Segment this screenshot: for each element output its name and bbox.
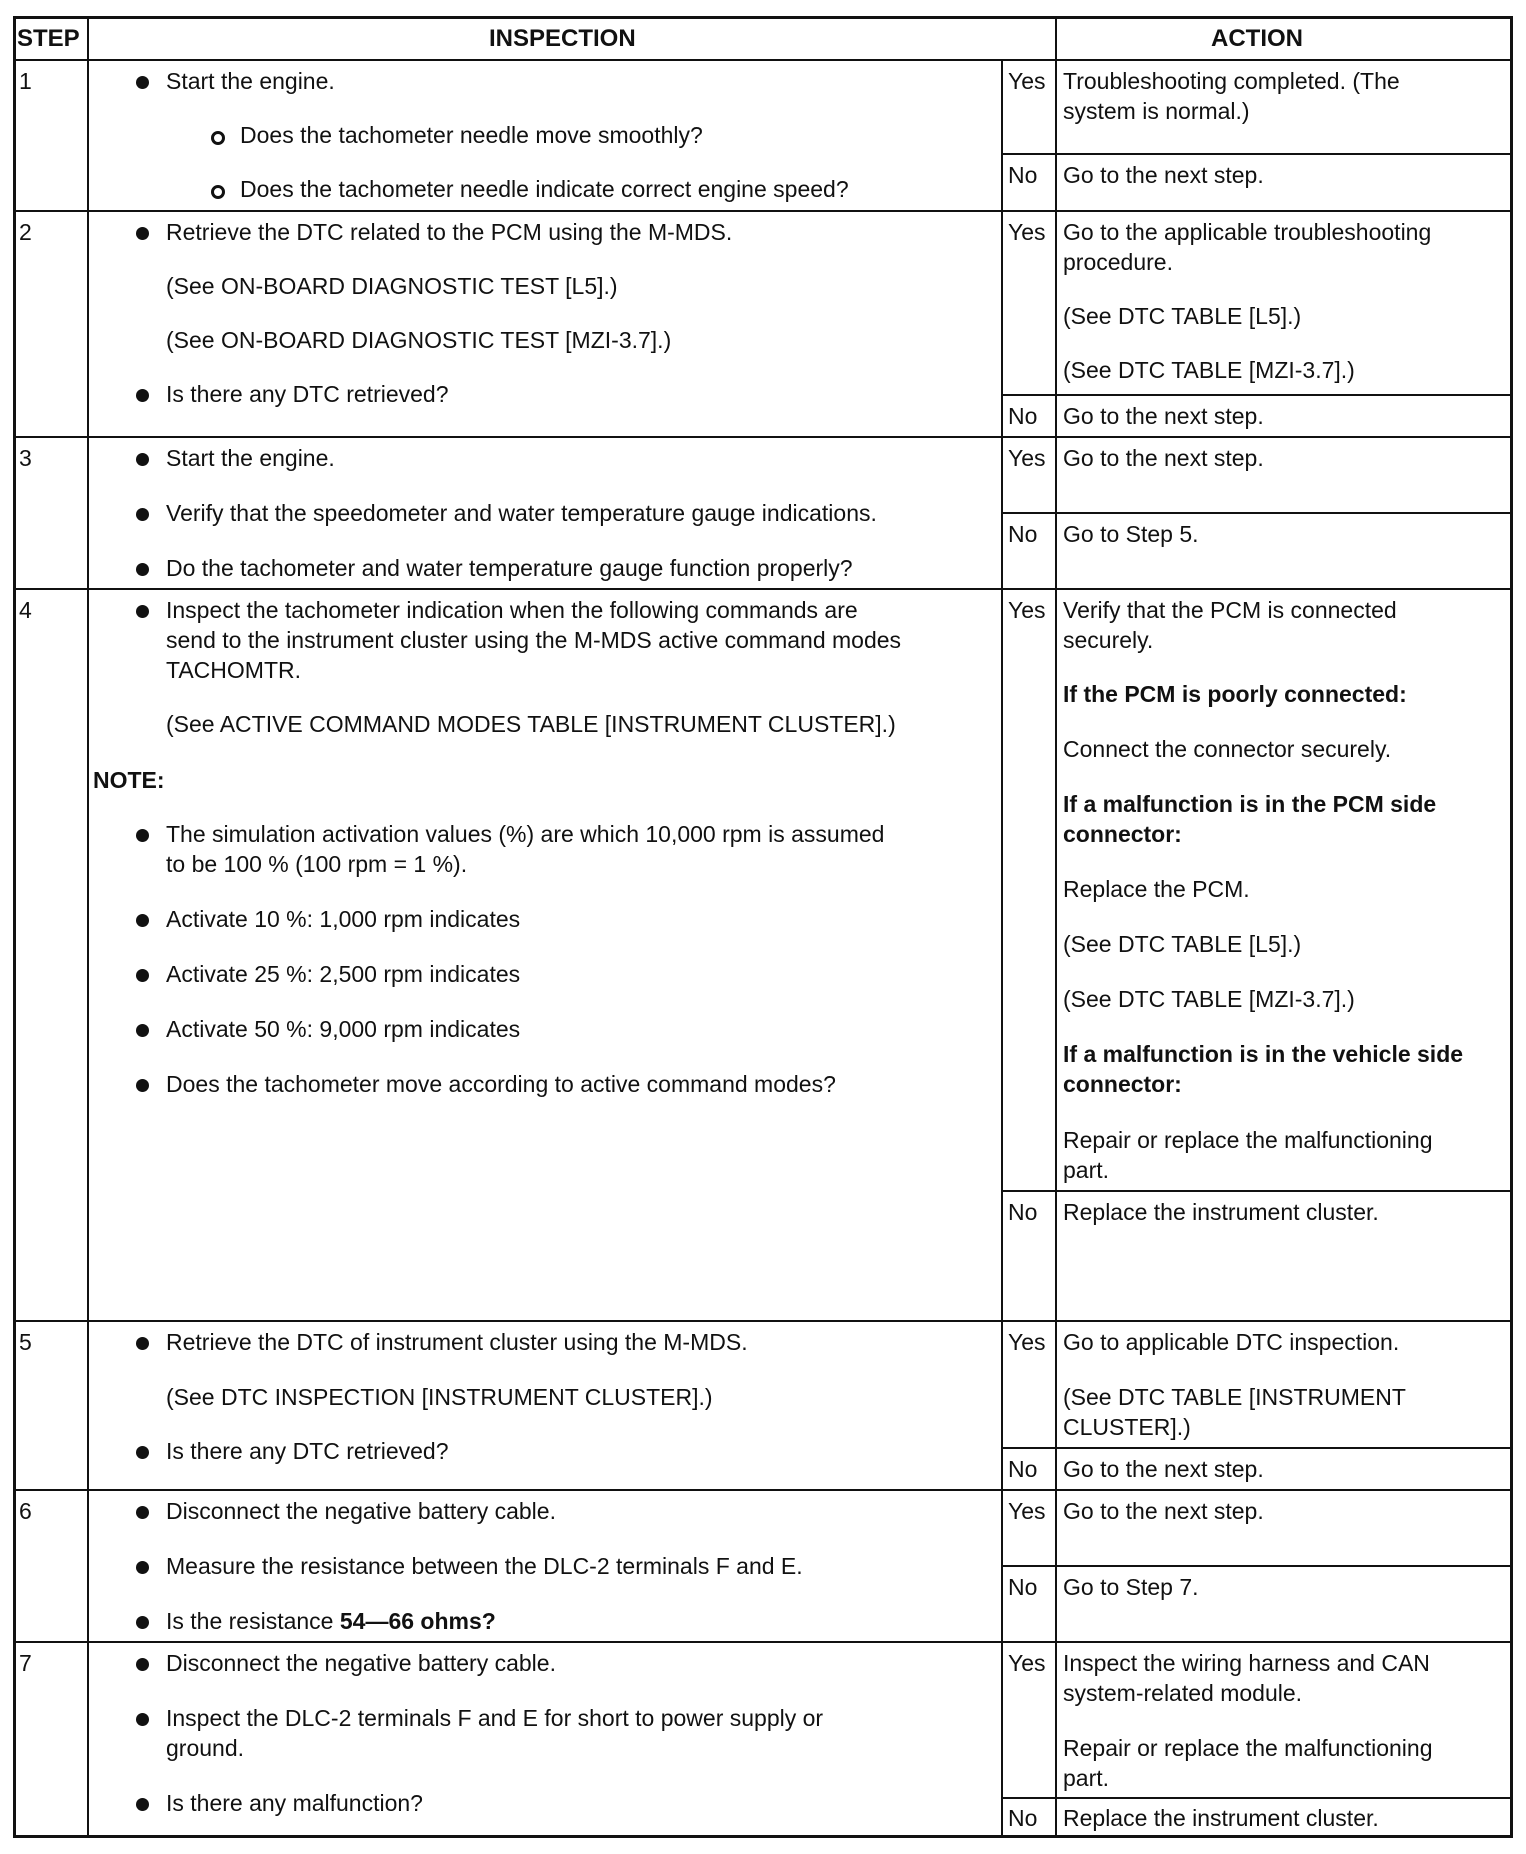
bullet-icon [136, 1561, 149, 1574]
inspection-text: Verify that the speedometer and water temperature gauge indications. [166, 500, 877, 526]
bullet-icon [136, 227, 149, 240]
inspection-text: Is there any malfunction? [166, 1790, 423, 1816]
grid-line [16, 59, 1510, 61]
inspection-text: Disconnect the negative battery cable. [166, 1498, 556, 1524]
grid-line [16, 1320, 1510, 1322]
inspection-text: Do the tachometer and water temperature gauge function properly? [166, 555, 853, 581]
action-text: part. [1063, 1765, 1110, 1791]
step-number: 5 [19, 1329, 32, 1355]
action-text: system is normal.) [1063, 98, 1250, 124]
action-text: Replace the instrument cluster. [1063, 1199, 1379, 1225]
bullet-icon [136, 1713, 149, 1726]
bullet-icon [136, 1506, 149, 1519]
step-number: 2 [19, 219, 32, 245]
action-text: procedure. [1063, 249, 1173, 275]
grid-line [1001, 512, 1510, 514]
bullet-icon [136, 1446, 149, 1459]
inspection-text: Retrieve the DTC of instrument cluster using the M-MDS. [166, 1329, 748, 1355]
yes-label: Yes [1008, 445, 1046, 471]
no-label: No [1008, 162, 1038, 188]
action-text: Inspect the wiring harness and CAN [1063, 1650, 1430, 1676]
action-text: If a malfunction is in the vehicle side [1063, 1041, 1464, 1067]
no-label: No [1008, 521, 1038, 547]
inspection-text: Measure the resistance between the DLC-2 terminals F and E. [166, 1553, 803, 1579]
inspection-text: (See ON-BOARD DIAGNOSTIC TEST [MZI-3.7].) [166, 327, 672, 353]
grid-line [16, 210, 1510, 212]
inspection-text: Activate 25 %: 2,500 rpm indicates [166, 961, 521, 987]
action-text: Go to the next step. [1063, 403, 1264, 429]
action-text: (See DTC TABLE [INSTRUMENT [1063, 1384, 1406, 1410]
grid-line [16, 1641, 1510, 1643]
inspection-text: (See DTC INSPECTION [INSTRUMENT CLUSTER].) [166, 1384, 713, 1410]
grid-line [16, 436, 1510, 438]
yes-label: Yes [1008, 219, 1046, 245]
bullet-icon [136, 1658, 149, 1671]
action-text: Go to the next step. [1063, 1498, 1264, 1524]
action-text: (See DTC TABLE [MZI-3.7].) [1063, 986, 1355, 1012]
grid-line [16, 588, 1510, 590]
inspection-text: Disconnect the negative battery cable. [166, 1650, 556, 1676]
inspection-text: Retrieve the DTC related to the PCM using the M-MDS. [166, 219, 733, 245]
action-text: (See DTC TABLE [L5].) [1063, 303, 1302, 329]
action-text: Go to Step 5. [1063, 521, 1199, 547]
no-label: No [1008, 1805, 1038, 1831]
bullet-icon [136, 1798, 149, 1811]
action-text: Repair or replace the malfunctioning [1063, 1127, 1433, 1153]
bullet-icon [136, 389, 149, 402]
inspection-text: ground. [166, 1735, 245, 1761]
inspection-text: (See ON-BOARD DIAGNOSTIC TEST [L5].) [166, 273, 618, 299]
inspection-text: send to the instrument cluster using the M-MDS active command modes [166, 627, 902, 653]
action-text: Replace the PCM. [1063, 876, 1250, 902]
action-text: Go to the next step. [1063, 445, 1264, 471]
action-text: Go to the applicable troubleshooting [1063, 219, 1432, 245]
question-text: Is the resistance [166, 1608, 340, 1634]
action-text: connector: [1063, 1071, 1182, 1097]
sub-bullet-icon [211, 131, 225, 145]
bullet-icon [136, 76, 149, 89]
bullet-icon [136, 914, 149, 927]
yes-label: Yes [1008, 1498, 1046, 1524]
action-text: Go to the next step. [1063, 1456, 1264, 1482]
action-text: Verify that the PCM is connected [1063, 597, 1397, 623]
note-label: NOTE: [93, 767, 165, 793]
bullet-icon [136, 969, 149, 982]
inspection-text: Inspect the DLC-2 terminals F and E for short to power supply or [166, 1705, 824, 1731]
header-inspection: INSPECTION [489, 25, 636, 52]
bullet-icon [136, 508, 149, 521]
action-text: connector: [1063, 821, 1182, 847]
action-text: (See DTC TABLE [MZI-3.7].) [1063, 357, 1355, 383]
bullet-icon [136, 1079, 149, 1092]
step-number: 6 [19, 1498, 32, 1524]
inspection-text: The simulation activation values (%) are which 10,000 rpm is assumed [166, 821, 885, 847]
action-text: CLUSTER].) [1063, 1414, 1191, 1440]
inspection-text: Inspect the tachometer indication when the following commands are [166, 597, 858, 623]
yes-label: Yes [1008, 68, 1046, 94]
no-label: No [1008, 1199, 1038, 1225]
action-text: Troubleshooting completed. (The [1063, 68, 1400, 94]
grid-line [1055, 19, 1057, 1835]
grid-line [1001, 1797, 1510, 1799]
inspection-text: Is there any DTC retrieved? [166, 1438, 449, 1464]
bullet-icon [136, 563, 149, 576]
action-text: Go to applicable DTC inspection. [1063, 1329, 1400, 1355]
no-label: No [1008, 1574, 1038, 1600]
header-action: ACTION [1211, 25, 1303, 52]
step-number: 1 [19, 68, 32, 94]
bullet-icon [136, 829, 149, 842]
action-text: (See DTC TABLE [L5].) [1063, 931, 1302, 957]
grid-line [1001, 59, 1003, 1835]
grid-line [1001, 394, 1510, 396]
inspection-text: (See ACTIVE COMMAND MODES TABLE [INSTRUMENT CLUSTER].) [166, 711, 896, 737]
action-text: Replace the instrument cluster. [1063, 1805, 1379, 1831]
inspection-text: Does the tachometer needle move smoothly? [240, 122, 703, 148]
bullet-icon [136, 1024, 149, 1037]
header-step: STEP [17, 25, 80, 52]
action-text: system-related module. [1063, 1680, 1303, 1706]
grid-line [16, 1489, 1510, 1491]
grid-line [1001, 1190, 1510, 1192]
inspection-text: Activate 50 %: 9,000 rpm indicates [166, 1016, 521, 1042]
grid-line [1001, 1565, 1510, 1567]
inspection-text: Activate 10 %: 1,000 rpm indicates [166, 906, 521, 932]
action-text: Go to the next step. [1063, 162, 1264, 188]
yes-label: Yes [1008, 597, 1046, 623]
yes-label: Yes [1008, 1329, 1046, 1355]
step-number: 4 [19, 597, 32, 623]
inspection-text: Start the engine. [166, 68, 335, 94]
diagnostic-table [13, 16, 1513, 1838]
no-label: No [1008, 403, 1038, 429]
action-text: securely. [1063, 627, 1154, 653]
sub-bullet-icon [211, 185, 225, 199]
action-text: Connect the connector securely. [1063, 736, 1392, 762]
inspection-text [166, 1606, 496, 1636]
resistance-spec: 54—66 ohms? [339, 1608, 496, 1634]
inspection-text: to be 100 % (100 rpm = 1 %). [166, 851, 468, 877]
inspection-text: Does the tachometer needle indicate correct engine speed? [240, 176, 849, 202]
grid-line [1001, 153, 1510, 155]
grid-line [1001, 1447, 1510, 1449]
grid-line [87, 19, 89, 1835]
action-text: If a malfunction is in the PCM side [1063, 791, 1437, 817]
step-number: 7 [19, 1650, 32, 1676]
inspection-text: Does the tachometer move according to active command modes? [166, 1071, 836, 1097]
yes-label: Yes [1008, 1650, 1046, 1676]
action-text: Repair or replace the malfunctioning [1063, 1735, 1433, 1761]
bullet-icon [136, 605, 149, 618]
action-text: part. [1063, 1157, 1110, 1183]
inspection-text: Is there any DTC retrieved? [166, 381, 449, 407]
no-label: No [1008, 1456, 1038, 1482]
bullet-icon [136, 1616, 149, 1629]
bullet-icon [136, 453, 149, 466]
inspection-text: Start the engine. [166, 445, 335, 471]
inspection-text: TACHOMTR. [166, 657, 302, 683]
bullet-icon [136, 1337, 149, 1350]
action-text: If the PCM is poorly connected: [1063, 681, 1407, 707]
step-number: 3 [19, 445, 32, 471]
action-text: Go to Step 7. [1063, 1574, 1199, 1600]
